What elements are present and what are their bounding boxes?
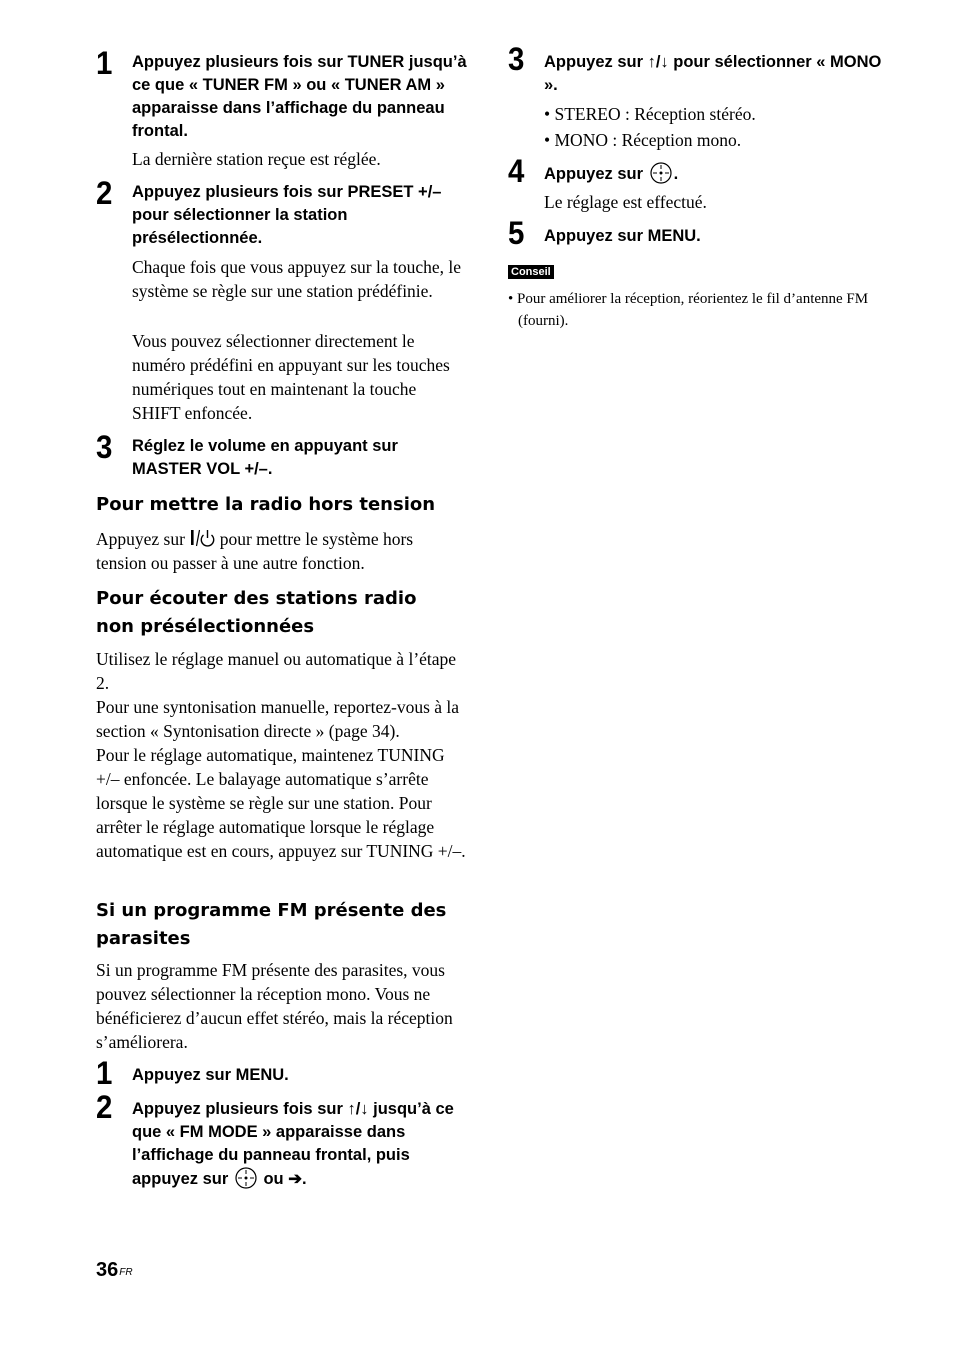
step-number: 5 [508,215,525,251]
section-text-fm-noise: Si un programme FM présente des parasites, vous pouvez sélectionner la réception mono. Vous ne bénéficierez d’aucun effet stéréo, mais la réception s’améliorera. [96,960,453,1052]
step-number: 2 [96,1089,113,1125]
section-text-manual-tuning: Utilisez le réglage manuel ou automatique à l’étape 2. Pour une syntonisation manuelle, reportez-vous à la section « Syntonisation directe » (page 34). Pour le réglage automatique, maintenez TUNING +/– enfoncée. Le balayage automatique s’arrête lorsque le système se règle sur une station. Pour arrêter le réglage automatique lorsque le réglage automatique est en cours, appuyez sur TUNING +/–. [96,649,466,861]
text-segment: Appuyez sur [544,165,648,183]
enter-button-icon [235,1167,257,1189]
step-number: 3 [508,41,525,77]
list-item: • MONO : Réception mono. [544,130,742,150]
text-segment: ou ➔. [258,1170,307,1188]
text-segment: Appuyez plusieurs fois sur ↑/↓ jusqu’à ce que « FM MODE » apparaisse dans l’affichage du panneau frontal, puis appuyez sur [132,1100,454,1188]
tip-text: • Pour améliorer la réception, réorientez le fil d’antenne FM (fourni). [508,291,869,329]
section-heading-fm-noise: Si un programme FM présente des parasites [96,900,447,949]
step-body: Le réglage est effectué. [544,192,707,212]
page-number [96,1258,133,1282]
step-number: 3 [96,429,113,465]
section-heading-power-off: Pour mettre la radio hors tension [96,494,436,515]
tip-badge: Conseil [508,265,554,279]
page-language-suffix: FR [119,1267,133,1278]
step-number: 1 [96,45,113,81]
step-body: Vous pouvez sélectionner directement le numéro prédéfini en appuyant sur les touches numériques tout en maintenant la touche SHIFT enfoncée. [132,331,450,423]
power-icon [189,529,215,547]
enter-button-icon [650,162,672,184]
step-body: La dernière station reçue est réglée. [132,149,381,169]
step-title: Appuyez plusieurs fois sur TUNER jusqu’à ce que « TUNER FM » ou « TUNER AM » apparaisse dans l’affichage du panneau frontal. [132,53,467,140]
step-title: Appuyez sur ↑/↓ pour sélectionner « MONO ». [544,53,882,94]
step-title: Appuyez sur MENU. [544,227,701,245]
step-number: 2 [96,175,113,211]
section-heading-manual-tuning: Pour écouter des stations radio non présélectionnées [96,588,417,637]
text-segment: pour mettre le système hors tension ou passer à une autre fonction. [96,529,414,573]
step-title [544,162,888,186]
step-title: Appuyez sur MENU. [132,1066,289,1084]
step-title [132,1098,468,1191]
step-number: 4 [508,153,525,189]
text-segment: . [673,165,679,183]
step-title: Appuyez plusieurs fois sur PRESET +/– pour sélectionner la station présélectionnée. [132,183,442,247]
step-body: Chaque fois que vous appuyez sur la touche, le système se règle sur une station prédéfinie. [132,257,462,301]
step-title: Réglez le volume en appuyant sur MASTER VOL +/–. [132,437,398,478]
list-item: • STEREO : Réception stéréo. [544,104,756,124]
text-segment: Appuyez sur [96,529,190,549]
page-number-value: 36 [96,1259,119,1281]
step-number: 1 [96,1055,113,1091]
section-text-power-off [96,527,468,575]
